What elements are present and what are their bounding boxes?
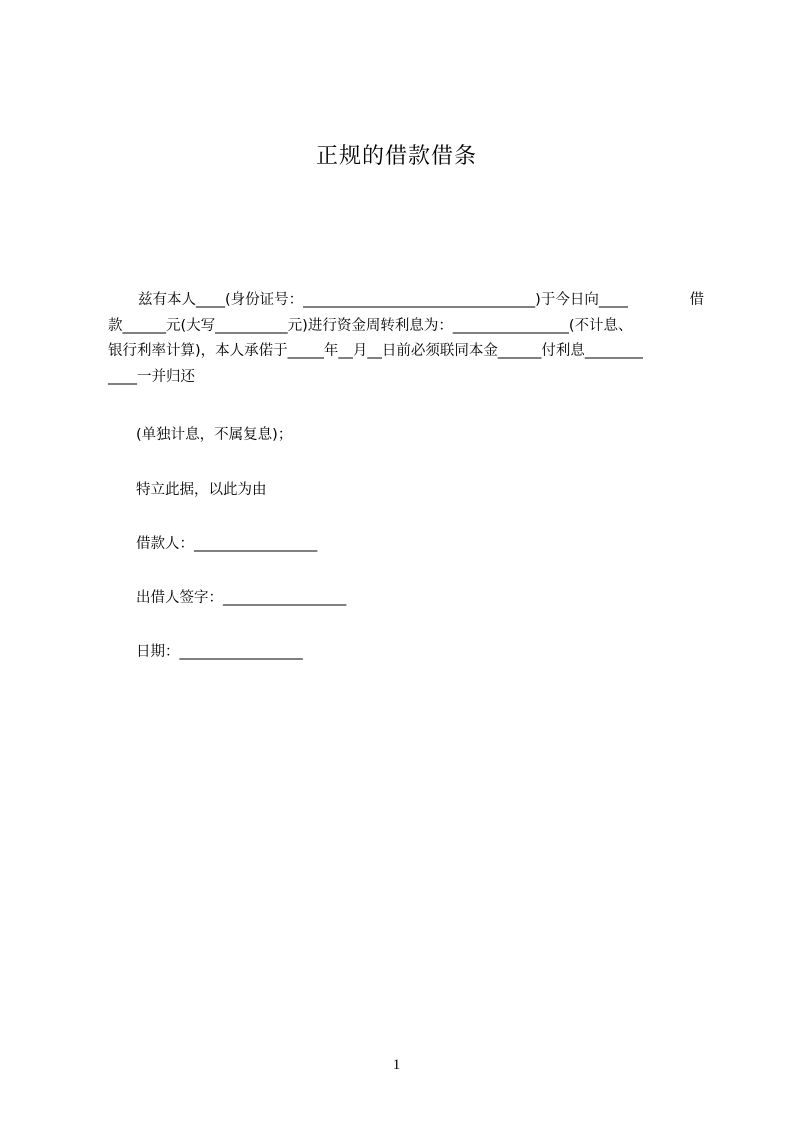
declaration-line: 特立此据，以此为由	[136, 482, 267, 498]
paragraph-line-2	[108, 314, 704, 340]
paragraph-line-1	[108, 288, 704, 314]
paragraph-line-3	[108, 339, 704, 365]
interest-note: (单独计息，不属复息)；	[136, 427, 293, 443]
document-title: 正规的借款借条	[315, 144, 477, 169]
borrower-field: 借款人：_________________	[136, 536, 318, 552]
lender-signature-field: 出借人签字：_________________	[136, 590, 347, 606]
paragraph-line-4	[108, 365, 704, 391]
paragraph-line-1-end: 借	[689, 292, 704, 308]
paragraph-line-3-text: 银行利率计算)，本人承偌于_____年__月__日前必须联同本金______付利息________	[108, 343, 643, 359]
paragraph-line-1-text: 兹有本人____(身份证号：________________________________)于今日向____	[138, 292, 628, 308]
paragraph-line-2-text: 款______元(大写__________元)进行资金周转利息为：________________(不计息、	[108, 317, 633, 334]
page-number: 1	[392, 1057, 401, 1073]
paragraph-line-4-text: ____一并归还	[108, 368, 195, 385]
date-field: 日期：_________________	[136, 644, 303, 660]
loan-statement-paragraph	[108, 288, 704, 390]
